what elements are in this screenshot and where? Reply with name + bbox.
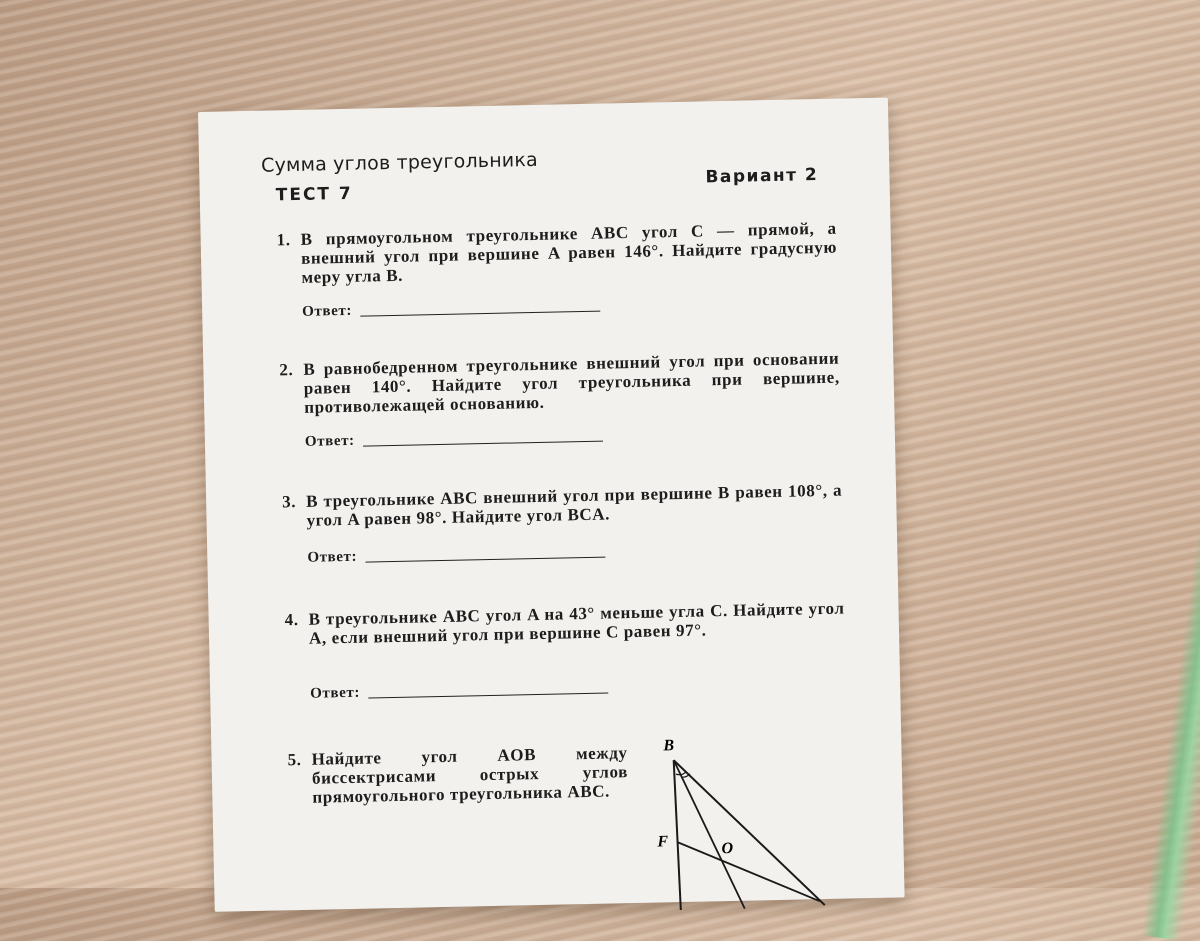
answer-label: Ответ: <box>304 432 355 450</box>
problem-number: 5. <box>287 749 302 770</box>
problem-number: 1. <box>276 230 291 250</box>
problem-2 <box>279 349 840 418</box>
answer-2 <box>305 428 603 451</box>
variant-label: Вариант 2 <box>705 165 819 188</box>
side-ba <box>674 757 825 908</box>
problem-text: Найдите угол AOB между биссектрисами острых углов прямоугольного треугольника ABC. <box>311 743 629 807</box>
answer-line-2[interactable] <box>363 441 603 447</box>
triangle-figure <box>651 726 855 910</box>
problem-number: 4. <box>284 610 299 630</box>
answer-1 <box>302 298 600 321</box>
answer-label: Ответ: <box>302 302 353 320</box>
test-sheet <box>198 98 905 912</box>
problem-3 <box>282 481 843 531</box>
answer-3 <box>307 544 605 567</box>
problem-number: 2. <box>279 360 294 380</box>
problem-text: В прямоугольном треугольнике ABC угол C — прямой, а внешний угол при вершине A равен 146°. Найдите градусную меру угла B. <box>300 218 838 287</box>
problem-5 <box>287 743 628 807</box>
bisector-b <box>674 759 745 910</box>
test-number: ТЕСТ 7 <box>275 183 353 206</box>
problem-number: 3. <box>281 492 297 512</box>
vertex-label-b: B <box>663 737 675 755</box>
green-notebook-edge <box>1141 519 1200 940</box>
bisector-a <box>677 839 819 904</box>
point-label-o: O <box>721 839 734 858</box>
problem-text: В равнобедренном треугольнике внешний угол при основании равен 140°. Найдите угол треугольника при вершине, противолежащей основанию. <box>303 348 840 417</box>
problem-4 <box>284 599 845 649</box>
answer-line-1[interactable] <box>360 311 600 317</box>
answer-line-3[interactable] <box>365 557 605 563</box>
answer-label: Ответ: <box>307 548 358 566</box>
answer-label: Ответ: <box>310 684 361 702</box>
answer-line-4[interactable] <box>368 693 608 699</box>
sheet-title: Сумма углов треугольника <box>260 148 539 177</box>
problem-text: В треугольнике ABC угол A на 43° меньше угла C. Найдите угол A, если внешний угол при вершине C равен 97°. <box>308 598 845 648</box>
problem-1 <box>276 219 837 288</box>
point-label-f: F <box>657 833 669 851</box>
problem-text: В треугольнике ABC внешний угол при вершине B равен 108°, а угол A равен 98°. Найдите угол BCA. <box>305 480 843 530</box>
answer-4 <box>310 680 608 703</box>
